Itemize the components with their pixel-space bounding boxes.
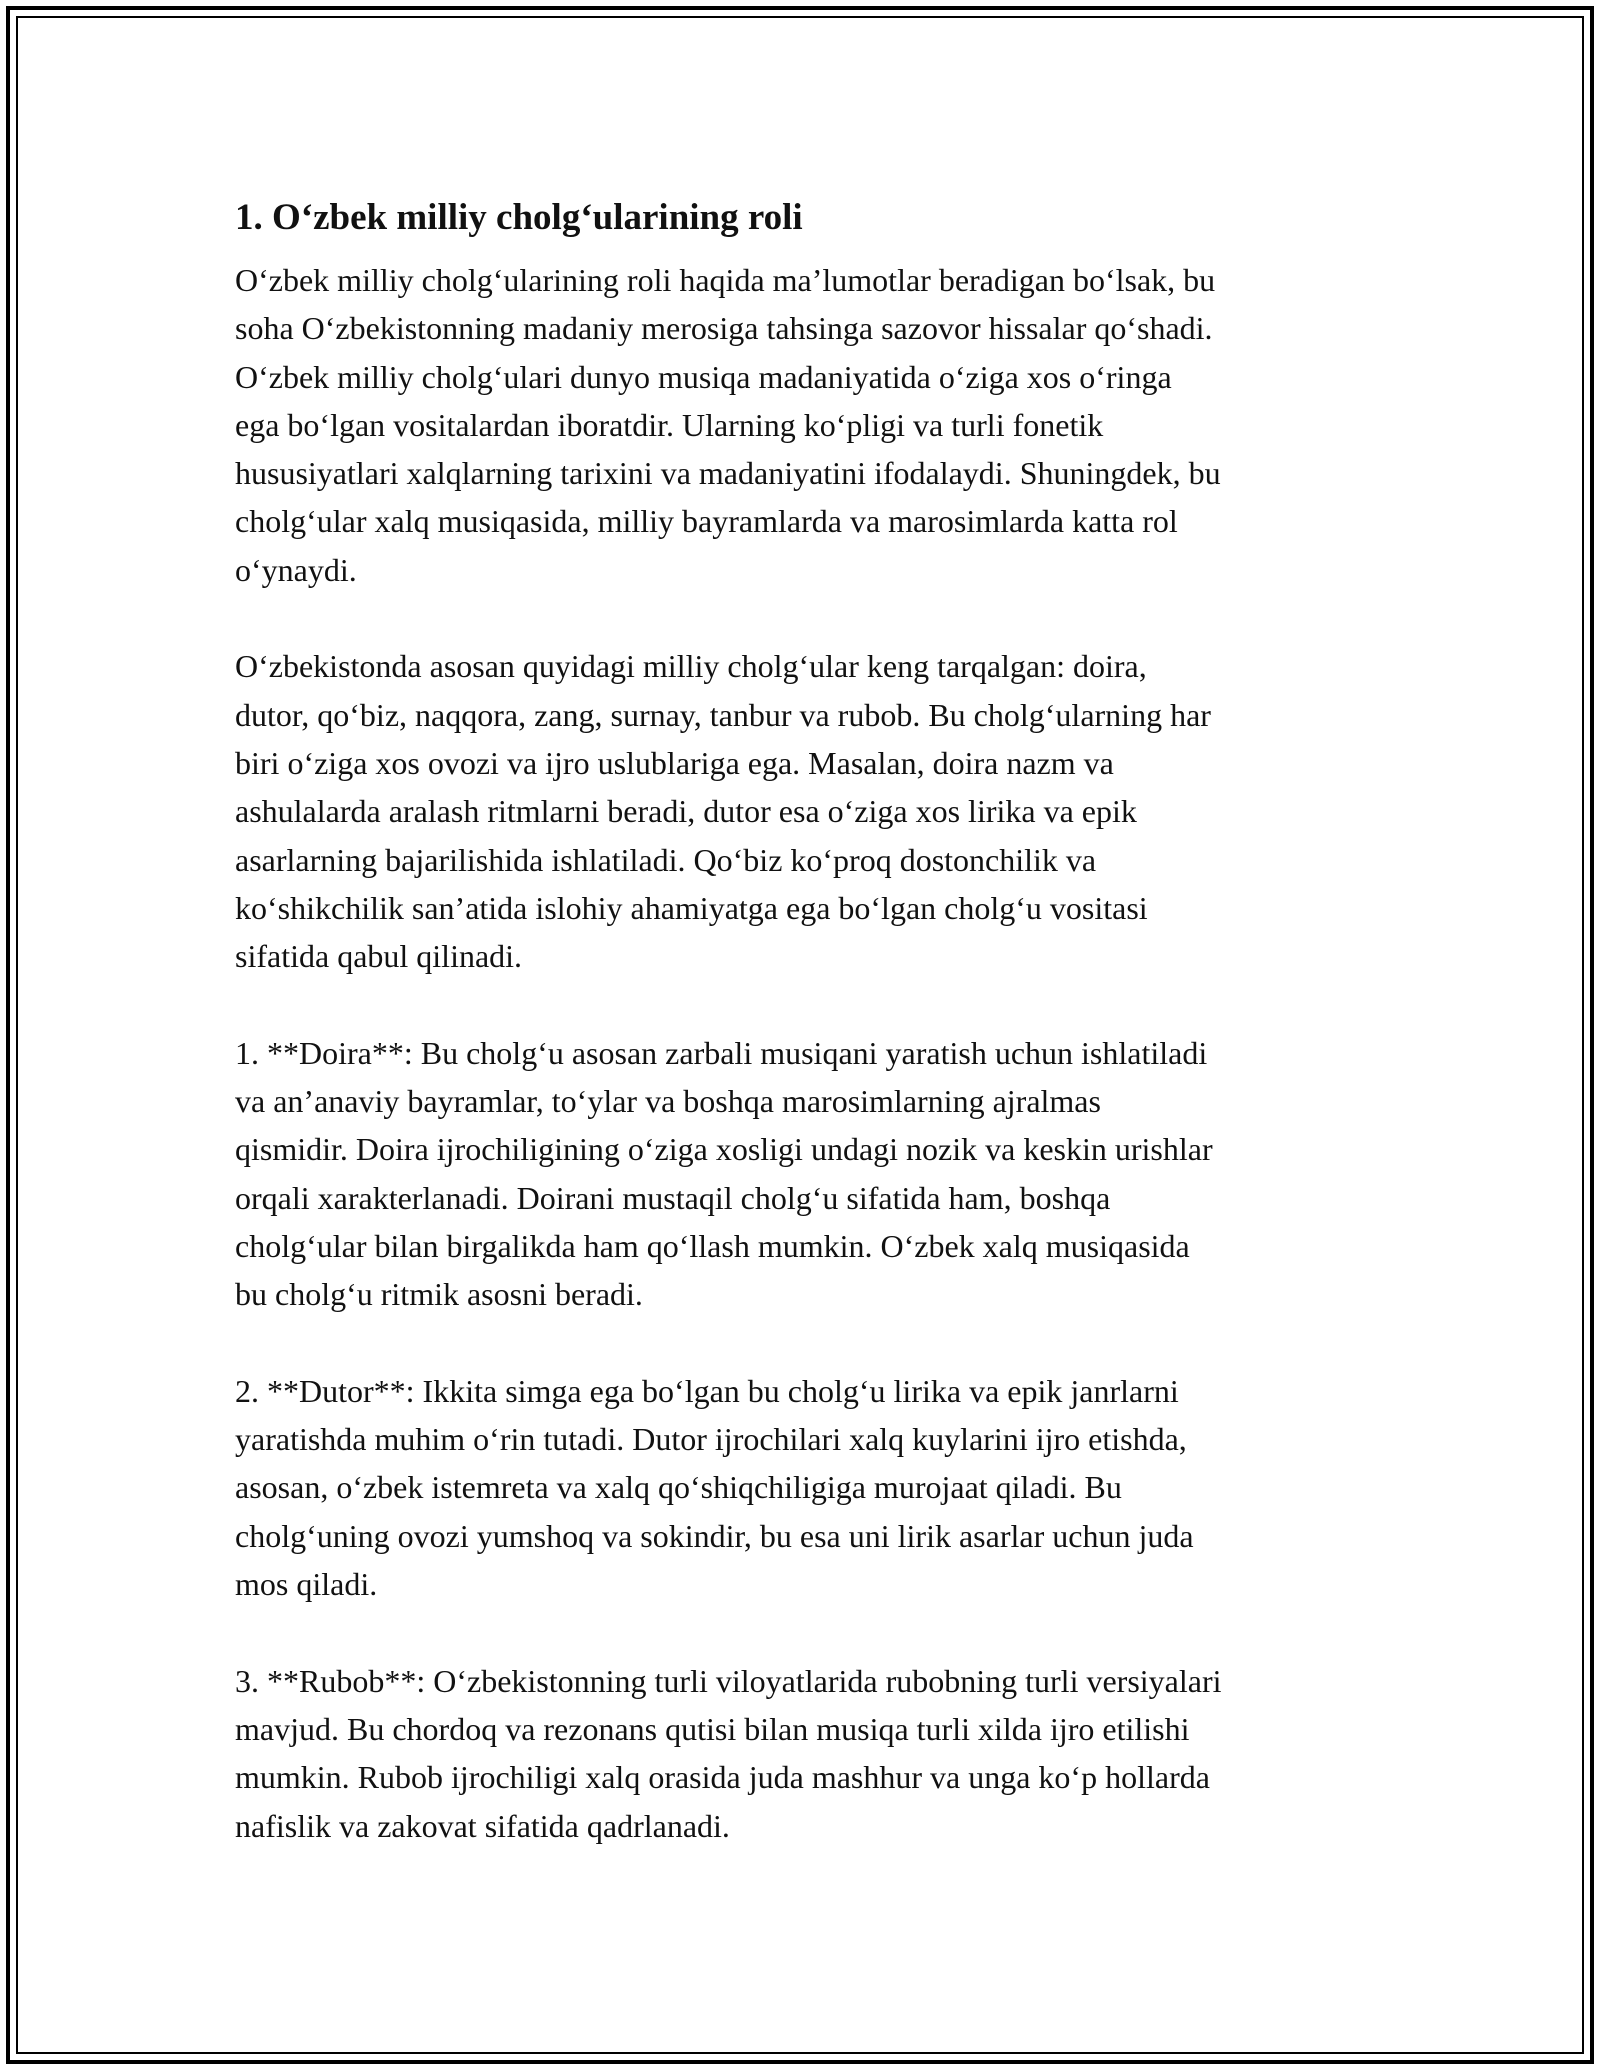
paragraph — [235, 1029, 1375, 1319]
text-line: qismidir. Doira ijrochiligining o‘ziga xosligi undagi nozik va keskin urishlar — [235, 1131, 1213, 1168]
text-line: bu cholg‘u ritmik asosni beradi. — [235, 1276, 643, 1313]
text-line: asarlarning bajarilishida ishlatiladi. Qo‘biz ko‘proq dostonchilik va — [235, 841, 1097, 878]
text-line: mavjud. Bu chordoq va rezonans qutisi bilan musiqa turli xilda ijro etilishi — [235, 1710, 1190, 1747]
text-line: yaratishda muhim o‘rin tutadi. Dutor ijrochilari xalq kuylarini ijro etishda, — [235, 1421, 1187, 1458]
text-line: orqali xarakterlanadi. Doirani mustaqil cholg‘u sifatida ham, boshqa — [235, 1179, 1111, 1216]
text-line: nafislik va zakovat sifatida qadrlanadi. — [235, 1807, 730, 1844]
text-line: O‘zbek milliy cholg‘ulari dunyo musiqa madaniyatida o‘ziga xos o‘ringa — [235, 358, 1172, 395]
paragraph — [235, 256, 1375, 594]
text-line: 2. **Dutor**: Ikkita simga ega bo‘lgan bu cholg‘u lirika va epik janrlarni — [235, 1372, 1179, 1409]
text-line: soha O‘zbekistonning madaniy merosiga tahsinga sazovor hissalar qo‘shadi. — [235, 310, 1213, 347]
text-line: sifatida qabul qilinadi. — [235, 938, 523, 975]
text-line: o‘ynaydi. — [235, 551, 357, 588]
document-body — [235, 182, 1375, 1850]
text-line: biri o‘ziga xos ovozi va ijro uslublariga ega. Masalan, doira nazm va — [235, 744, 1114, 781]
paragraph — [235, 1367, 1375, 1608]
text-line: 1. **Doira**: Bu cholg‘u asosan zarbali musiqani yaratish uchun ishlatiladi — [235, 1034, 1208, 1071]
text-line: mos qiladi. — [235, 1566, 378, 1603]
text-line: cholg‘uning ovozi yumshoq va sokindir, bu esa uni lirik asarlar uchun juda — [235, 1517, 1194, 1554]
text-line: O‘zbek milliy cholg‘ularining roli haqida ma’lumotlar beradigan bo‘lsak, bu — [235, 262, 1216, 298]
text-line: cholg‘ular bilan birgalikda ham qo‘llash mumkin. O‘zbek xalq musiqasida — [235, 1227, 1190, 1264]
text-line: ega bo‘lgan vositalardan iboratdir. Ularning ko‘pligi va turli fonetik — [235, 406, 1104, 443]
paragraph-list — [235, 256, 1375, 1850]
text-line: O‘zbekistonda asosan quyidagi milliy cholg‘ular keng tarqalgan: doira, — [235, 648, 1147, 685]
text-line: mumkin. Rubob ijrochiligi xalq orasida juda mashhur va unga ko‘p hollarda — [235, 1759, 1210, 1796]
paragraph — [235, 642, 1375, 980]
text-line: hususiyatlari xalqlarning tarixini va madaniyatini ifodalaydi. Shuningdek, bu — [235, 455, 1221, 492]
text-line: va an’anaviy bayramlar, to‘ylar va boshqa marosimlarning ajralmas — [235, 1083, 1101, 1120]
text-line: ko‘shikchilik san’atida islohiy ahamiyatga ega bo‘lgan cholg‘u vositasi — [235, 889, 1148, 926]
text-line: asosan, o‘zbek istemreta va xalq qo‘shiqchiligiga murojaat qiladi. Bu — [235, 1469, 1122, 1506]
text-line: 3. **Rubob**: O‘zbekistonning turli viloyatlarida rubobning turli versiyalari — [235, 1662, 1222, 1699]
text-line: cholg‘ular xalq musiqasida, milliy bayramlarda va marosimlarda katta rol — [235, 503, 1178, 540]
text-line: dutor, qo‘biz, naqqora, zang, surnay, tanbur va rubob. Bu cholg‘ularning har — [235, 696, 1211, 733]
paragraph — [235, 1657, 1375, 1850]
text-line: ashulalarda aralash ritmlarni beradi, dutor esa o‘ziga xos lirika va epik — [235, 793, 1137, 830]
page-title: 1. O‘zbek milliy cholg‘ularining roli — [235, 197, 803, 238]
